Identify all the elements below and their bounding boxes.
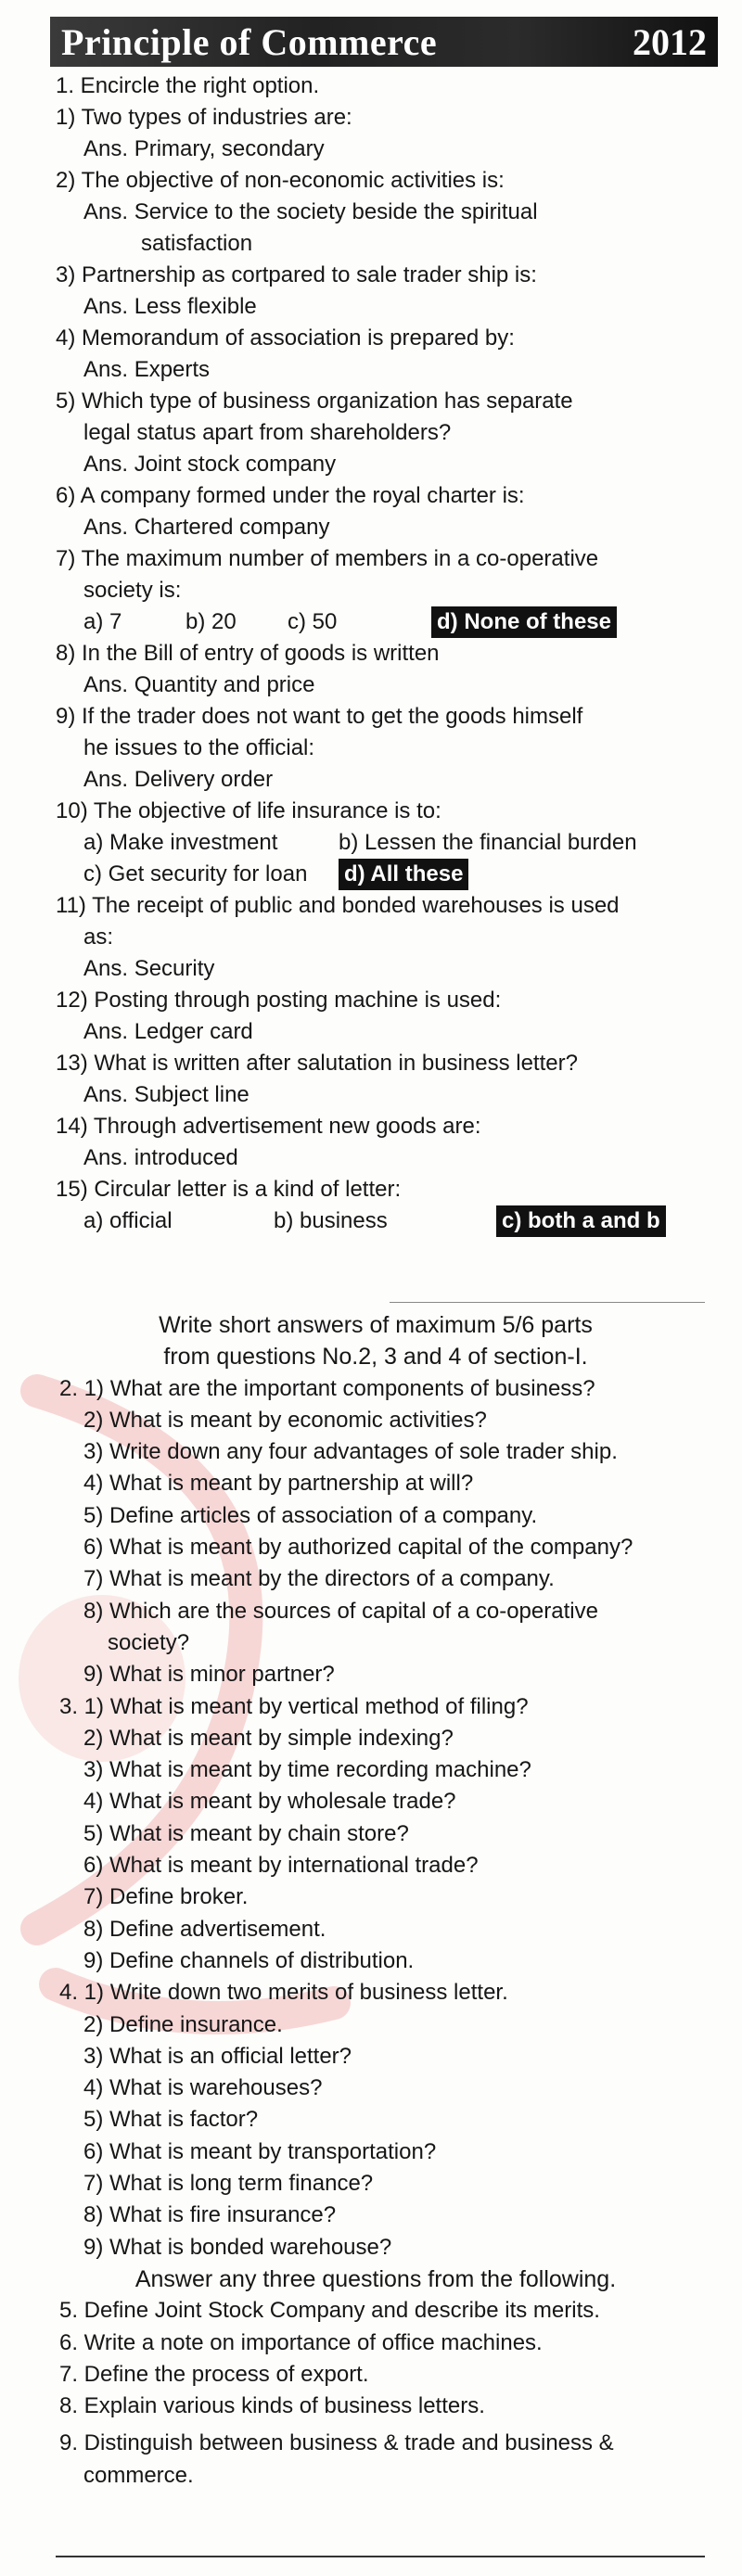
question-line: 9) What is bonded warehouse? (83, 2234, 392, 2260)
bottom-rule (56, 2556, 705, 2557)
question-line: 8) Define advertisement. (83, 1916, 326, 1942)
long-question: 5. Define Joint Stock Company and describe its merits. (59, 2298, 600, 2324)
question-line: 2) Define insurance. (83, 2011, 283, 2037)
paper-title: Principle of Commerce (61, 20, 438, 63)
answer-text: Ans. Service to the society beside the spiritual (83, 199, 538, 224)
section-instruction: 1. Encircle the right option. (56, 73, 320, 98)
question-text: 2) The objective of non-economic activities is: (56, 168, 505, 193)
question-line: 3) Write down any four advantages of sole trader ship. (83, 1439, 618, 1465)
question-line: 7) What is long term finance? (83, 2171, 374, 2197)
question-line: 2) What is meant by simple indexing? (83, 1725, 454, 1751)
option: a) official (83, 1208, 173, 1233)
question-line: 3) What is meant by time recording machine? (83, 1757, 531, 1783)
section-heading: Answer any three questions from the following. (134, 2265, 617, 2292)
option: a) Make investment (83, 830, 278, 855)
answer-text: Ans. Less flexible (83, 294, 257, 319)
options-row (56, 1205, 705, 1237)
option: b) business (274, 1208, 388, 1233)
question-line: 7) What is meant by the directors of a company. (83, 1566, 555, 1592)
question-line: 2) What is meant by economic activities? (83, 1407, 487, 1433)
answer-text: Ans. Quantity and price (83, 672, 315, 697)
question-line: 8) What is fire insurance? (83, 2202, 337, 2228)
answer-text: Ans. Primary, secondary (83, 136, 325, 161)
question-line: 6) What is meant by authorized capital of the company? (83, 1535, 633, 1561)
question-text: 9) If the trader does not want to get the goods himself (56, 704, 583, 729)
question-line: 5) What is factor? (83, 2107, 259, 2133)
question-line: 5) What is meant by chain store? (83, 1820, 409, 1846)
question-text: 14) Through advertisement new goods are: (56, 1114, 481, 1139)
question-text: he issues to the official: (83, 735, 315, 760)
answer-text: Ans. Ledger card (83, 1019, 253, 1044)
question-line: 6) What is meant by transportation? (83, 2138, 437, 2164)
question-text: 11) The receipt of public and bonded warehouses is used (56, 893, 620, 918)
question-text: 12) Posting through posting machine is used: (56, 988, 502, 1013)
paper-header (50, 17, 718, 67)
option: b) 20 (186, 609, 237, 634)
question-line: 3. 1) What is meant by vertical method of filing? (59, 1693, 529, 1719)
question-text: as: (83, 925, 114, 950)
answer-text: satisfaction (141, 231, 253, 256)
question-line: 4. 1) Write down two merits of business letter. (59, 1980, 508, 2006)
paper-year: 2012 (633, 20, 707, 63)
question-text: 10) The objective of life insurance is to: (56, 798, 441, 823)
divider (390, 1302, 705, 1303)
question-line: 2. 1) What are the important components of business? (59, 1375, 595, 1401)
answer-text: Ans. introduced (83, 1145, 238, 1170)
question-text: 6) A company formed under the royal charter is: (56, 483, 525, 508)
long-question: 9. Distinguish between business & trade and business & (59, 2430, 614, 2456)
question-text: 8) In the Bill of entry of goods is written (56, 641, 440, 666)
question-text: legal status apart from shareholders? (83, 420, 452, 445)
long-question: commerce. (83, 2462, 194, 2488)
question-line: 6) What is meant by international trade? (83, 1853, 479, 1879)
question-text: 13) What is written after salutation in business letter? (56, 1051, 578, 1076)
answer-text: Ans. Security (83, 956, 215, 981)
answer-text: Ans. Chartered company (83, 515, 330, 540)
answer-text: Ans. Delivery order (83, 767, 274, 792)
answer-text: Ans. Subject line (83, 1082, 249, 1107)
question-line: 4) What is meant by partnership at will? (83, 1471, 474, 1497)
question-text: 3) Partnership as cortpared to sale trader ship is: (56, 262, 537, 287)
options-row (56, 827, 705, 859)
option: a) 7 (83, 609, 122, 634)
option: b) Lessen the financial burden (339, 830, 637, 855)
question-text: 15) Circular letter is a kind of letter: (56, 1177, 402, 1202)
short-answer-section (37, 1309, 714, 2492)
option-correct: c) both a and b (496, 1205, 666, 1237)
options-row (56, 606, 705, 638)
question-line: 9) What is minor partner? (83, 1662, 335, 1688)
long-question: 6. Write a note on importance of office machines. (59, 2329, 543, 2355)
question-line: 3) What is an official letter? (83, 2043, 352, 2069)
option: c) 50 (288, 609, 338, 634)
option-correct: d) All these (339, 859, 468, 890)
option-correct: d) None of these (431, 606, 617, 638)
answer-text: Ans. Joint stock company (83, 452, 337, 477)
question-text: society is: (83, 578, 182, 603)
long-question: 7. Define the process of export. (59, 2361, 369, 2387)
options-row (56, 859, 705, 890)
question-text: 5) Which type of business organization has separate (56, 389, 573, 414)
question-line: 4) What is meant by wholesale trade? (83, 1789, 456, 1815)
question-line: society? (108, 1629, 190, 1655)
question-line: 4) What is warehouses? (83, 2075, 323, 2101)
question-line: 5) Define articles of association of a company. (83, 1502, 538, 1528)
question-line: 9) Define channels of distribution. (83, 1947, 415, 1973)
mcq-section (56, 70, 705, 1237)
option: c) Get security for loan (83, 861, 308, 886)
section-heading: from questions No.2, 3 and 4 of section-I. (163, 1344, 588, 1371)
question-text: 7) The maximum number of members in a co-operative (56, 546, 599, 571)
answer-text: Ans. Experts (83, 357, 211, 382)
question-text: 4) Memorandum of association is prepared by: (56, 325, 515, 351)
question-text: 1) Two types of industries are: (56, 105, 352, 130)
question-line: 7) Define broker. (83, 1884, 249, 1910)
question-line: 8) Which are the sources of capital of a co-operative (83, 1598, 598, 1624)
long-question: 8. Explain various kinds of business letters. (59, 2393, 485, 2419)
section-heading: Write short answers of maximum 5/6 parts (159, 1312, 593, 1338)
